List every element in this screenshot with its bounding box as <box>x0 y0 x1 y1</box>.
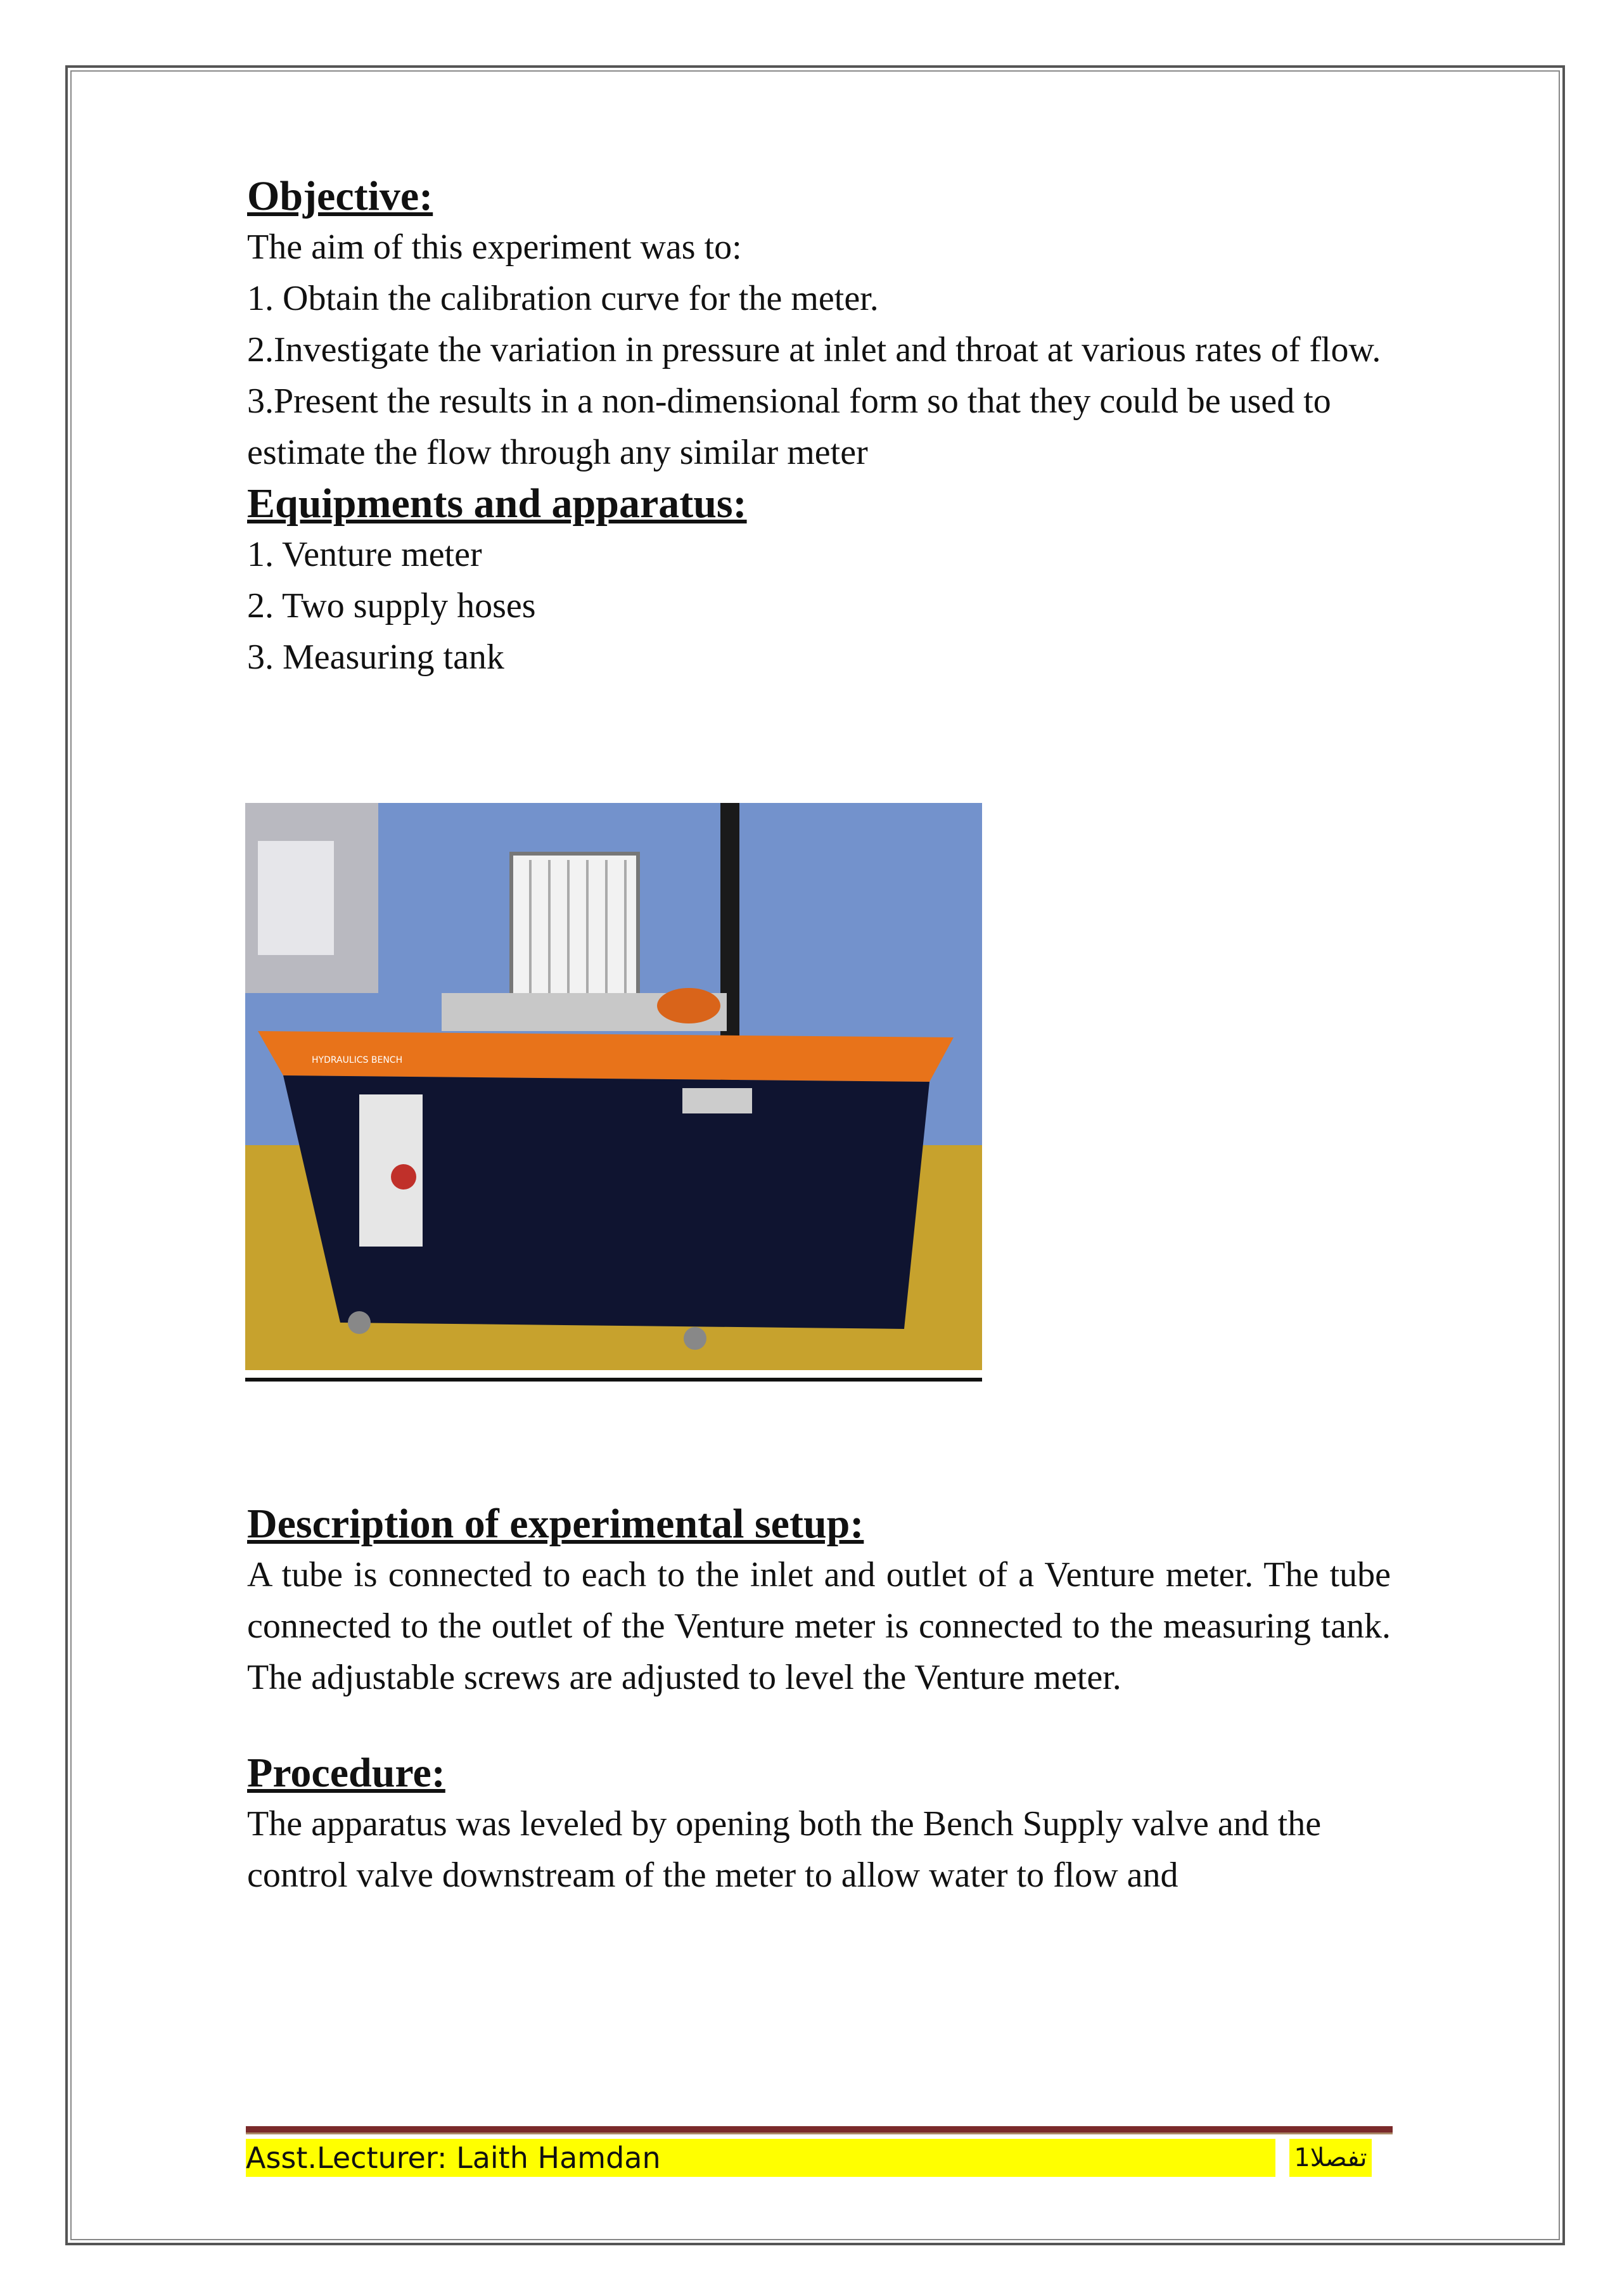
hydraulics-bench-illustration <box>245 803 982 1370</box>
document-body-continued <box>247 1499 1391 1901</box>
objective-heading: Objective: <box>247 173 433 219</box>
apparatus-photo <box>245 803 982 1382</box>
document-body <box>247 171 1391 683</box>
equipment-item: 2. Two supply hoses <box>247 586 536 625</box>
description-text: A tube is connected to each to the inlet and outlet of a Venture meter. The tube connected to the outlet of the Venture meter is connected to the measuring tank. The adjustable screws are adjusted to level the Venture meter. <box>247 1555 1391 1697</box>
objective-intro: The aim of this experiment was to: <box>247 228 742 267</box>
photo-underline <box>245 1378 982 1382</box>
bench-label: HYDRAULICS BENCH <box>312 1055 403 1065</box>
procedure-text: The apparatus was leveled by opening both the Bench Supply valve and the control valve downstream of the meter to allow water to flow and <box>247 1804 1322 1895</box>
equipment-item: 3. Measuring tank <box>247 638 504 677</box>
equipment-heading: Equipments and apparatus: <box>247 480 747 527</box>
objective-item: 1. Obtain the calibration curve for the meter. <box>247 279 879 318</box>
description-heading: Description of experimental setup: <box>247 1501 864 1547</box>
procedure-heading: Procedure: <box>247 1750 445 1796</box>
equipment-item: 1. Venture meter <box>247 535 482 574</box>
objective-item: 2.Investigate the variation in pressure at inlet and throat at various rates of flow. <box>247 330 1381 369</box>
footer-author: Asst.Lecturer: Laith Hamdan <box>246 2139 1275 2177</box>
hydraulics-bench-image <box>245 803 982 1370</box>
footer-page-number: 1تفصلا <box>1289 2139 1372 2177</box>
objective-item: 3.Present the results in a non-dimensional form so that they could be used to estimate the flow through any similar meter <box>247 382 1331 472</box>
footer-rule <box>246 2126 1393 2134</box>
